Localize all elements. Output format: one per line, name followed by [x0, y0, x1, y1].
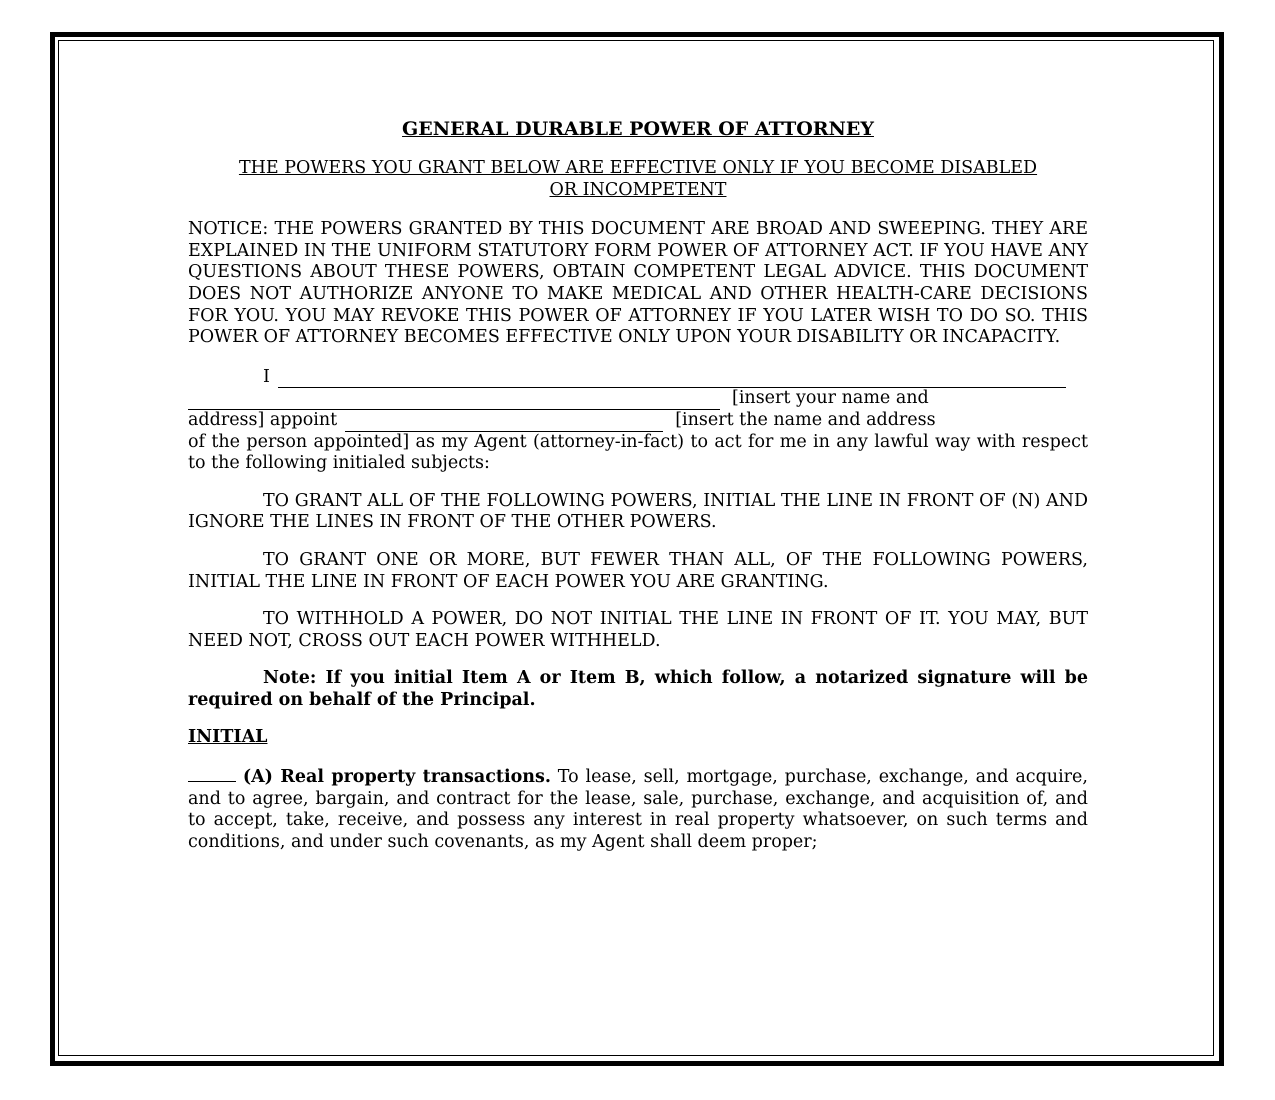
notice-paragraph: NOTICE: THE POWERS GRANTED BY THIS DOCUMENT ARE BROAD AND SWEEPING. THEY ARE EXPLAINED IN THE UNIFORM STATUTORY FORM POWER OF ATTORNEY ACT. IF YOU HAVE ANY QUESTIONS ABOUT THESE POWERS, OBTAIN COMPETENT LEGAL ADVICE. THIS DOCUMENT DOES NOT AUTHORIZE ANYONE TO MAKE MEDICAL AND OTHER HEALTH-CARE DECISIONS FOR YOU. YOU MAY REVOKE THIS POWER OF ATTORNEY IF YOU LATER WISH TO DO SO. THIS POWER OF ATTORNEY BECOMES EFFECTIVE ONLY UPON YOUR DISABILITY OR INCAPACITY.	[188, 219, 1088, 348]
notarization-note: Note: If you initial Item A or Item B, which follow, a notarized signature will be required on behalf of the Principal.	[188, 668, 1088, 710]
appointment-section	[188, 367, 1088, 475]
document-body	[188, 112, 1088, 853]
agent-hint: [insert the name and address	[675, 409, 936, 430]
instruction-withhold: TO WITHHOLD A POWER, DO NOT INITIAL THE LINE IN FRONT OF IT. YOU MAY, BUT NEED NOT, CROSS OUT EACH POWER WITHHELD.	[188, 609, 1088, 651]
document-subtitle: THE POWERS YOU GRANT BELOW ARE EFFECTIVE ONLY IF YOU BECOME DISABLED OR INCOMPETENT	[238, 158, 1038, 200]
item-a-heading: (A) Real property transactions.	[242, 767, 551, 788]
item-a-initial-blank[interactable]	[188, 765, 236, 782]
i-label: I	[263, 366, 270, 387]
principal-name-blank-2[interactable]	[188, 393, 720, 410]
address-appoint-label: address] appoint	[188, 409, 338, 430]
agent-name-blank[interactable]	[345, 415, 663, 432]
instruction-grant-all: TO GRANT ALL OF THE FOLLOWING POWERS, INITIAL THE LINE IN FRONT OF (N) AND IGNORE THE LINES IN FRONT OF THE OTHER POWERS.	[188, 490, 1088, 533]
appointment-remainder: of the person appointed] as my Agent (attorney-in-fact) to act for me in any lawful way with respect to the following initialed subjects:	[188, 431, 1088, 474]
item-a-real-property	[188, 765, 1088, 853]
principal-name-blank-1[interactable]	[278, 370, 1066, 388]
item-a-text: To lease, sell, mortgage, purchase, exchange, and acquire, and to agree, bargain, and contract for the lease, sale, purchase, exchange, and acquisition of, and to accept, take, receive, and possess any interest in real property whatsoever, on such terms and conditions, and under such covenants, as my Agent shall deem proper;	[188, 767, 1088, 852]
document-title: GENERAL DURABLE POWER OF ATTORNEY	[402, 118, 874, 140]
instruction-grant-some: TO GRANT ONE OR MORE, BUT FEWER THAN ALL, OF THE FOLLOWING POWERS, INITIAL THE LINE IN FRONT OF EACH POWER YOU ARE GRANTING.	[188, 549, 1088, 592]
initial-heading: INITIAL	[188, 727, 268, 748]
name-hint: [insert your name and	[732, 388, 929, 409]
